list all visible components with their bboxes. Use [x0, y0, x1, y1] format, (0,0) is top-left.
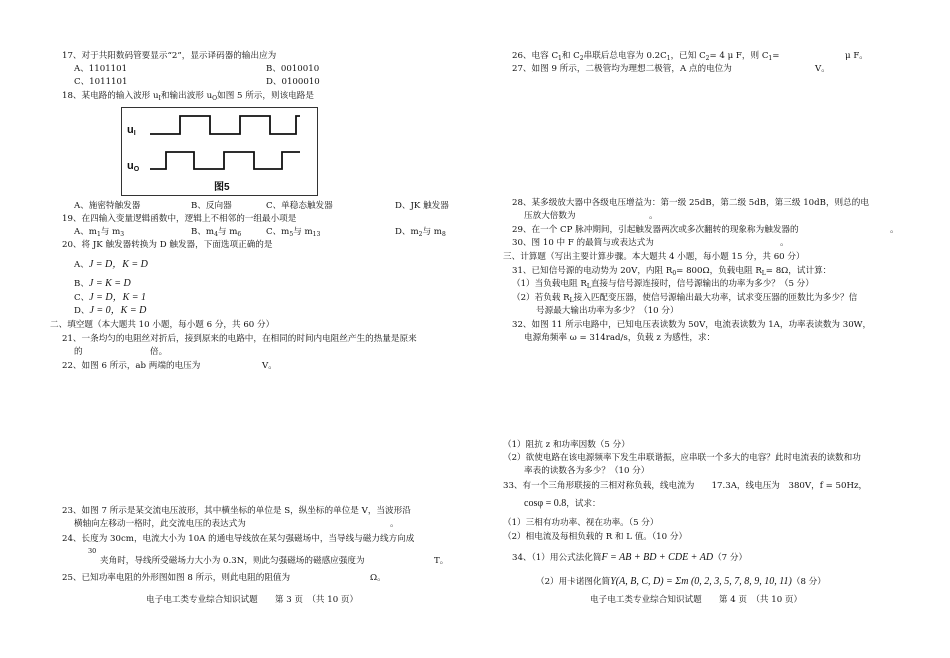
q19-opt-b: B、$m_4$与 $m_6$: [191, 227, 242, 238]
figure-5-waveforms: [121, 107, 318, 196]
section-2-heading: 二、填空题（本大题共 10 小题，每小题 6 分，共 60 分）: [50, 320, 275, 330]
q24-degree: 30: [88, 547, 97, 555]
q31-part2-line2: 号源最大输出功率为多少？（10 分）: [536, 306, 679, 316]
q17-opt-a: A、1101101: [74, 64, 128, 74]
q30-text-b: 。: [780, 238, 789, 248]
q25-text-a: 25、已知功率电阻的外形图如图 8 所示，则此电阻的阻值为: [62, 573, 291, 583]
q29-text-a: 29、在一个 CP 脉冲期间，引起触发器两次或多次翻转的现象称为触发器的: [512, 225, 799, 235]
q17-opt-c: C、1011101: [74, 77, 128, 87]
q31-stem: 31、已知信号源的电动势为 20V，内阻 $R_0= 800\Omega$，负载电阻 $R_L= 8\Omega$，试计算：: [512, 266, 832, 277]
q23-line2: 横轴向左移动一格时，此交流电压的表达式为: [74, 519, 246, 529]
q22-text-a: 22、如图 6 所示，ab 两端的电压为: [62, 361, 201, 371]
q24-line2-end: T。: [434, 556, 449, 566]
q29-text-b: 。: [890, 225, 899, 235]
q18-stem: 18、某电路的输入波形 $u_I$和输出波形 $u_O$如图 5 所示，则该电路是: [62, 91, 314, 102]
q25-text-b: Ω。: [370, 573, 386, 583]
q32-part2-line1: （2）欲使电路在该电源频率下发生串联谐振，应串联一个多大的电容？此时电流表的读数和功: [503, 453, 861, 463]
q18-opt-d: D、JK 触发器: [395, 201, 449, 211]
q32-line2: 电源角频率 ω = 314rad/s，负载 z 为感性，求：: [524, 333, 716, 343]
q32-part2-line2: 率表的读数各为多少？（10 分）: [524, 466, 650, 476]
q17-stem: 17、对于共阳数码管要显示“2”，显示译码器的输出应为: [62, 51, 277, 61]
q20-opt-a: A、J = D，K = D: [74, 259, 148, 270]
q33-line1: 33、有一个三角形联接的三相对称负载，线电流为 17.3A，线电压为 380V，f = 50Hz，: [503, 481, 868, 491]
q24-line2: 夹角时，导线所受磁场力大小为 0.3N，则此匀强磁场的磁感应强度为: [100, 556, 365, 566]
footer-page-4: 电子电工类专业综合知识试题 第 4 页 （共 10 页）: [590, 595, 803, 605]
q28-line2-end: 。: [649, 211, 658, 221]
q33-part2: （2）相电流及每相负载的 R 和 L 值。（10 分）: [503, 532, 688, 542]
q23-line2-end: 。: [390, 519, 399, 529]
label-u-out: uO: [127, 160, 140, 173]
q20-opt-d: D、J = 0，K = D: [74, 305, 147, 316]
q30-text-a: 30、图 10 中 F 的最简与或表达式为: [512, 238, 654, 248]
q22-text-b: V。: [262, 361, 277, 371]
q31-part2-line1: （2）若负载 $R_L$接入匹配变压器，使信号源输出最大功率，试求变压器的匝数比为多少？信: [512, 293, 858, 304]
label-u-in: uI: [127, 124, 136, 137]
q19-opt-d: D、$m_2$与 $m_8$: [395, 227, 446, 238]
q19-opt-a: A、$m_1$与 $m_3$: [74, 227, 125, 238]
q33-cos: cosφ = 0.8，试求：: [524, 498, 601, 509]
q18-opt-a: A、施密特触发器: [74, 201, 141, 211]
q27-text-a: 27、如图 9 所示，二极管均为理想二极管，A 点的电位为: [512, 64, 732, 74]
q20-opt-b: B、J = K = D: [74, 278, 131, 289]
q17-opt-d: D、0100010: [266, 77, 320, 87]
q26-text: 26、电容 $C_1$和 $C_2$串联后总电容为 $0.2C_1$，已知 $C_2= 4$ μ F，则 $C_1=$: [512, 51, 780, 62]
q31-part1: （1）当负载电阻 $R_L$直接与信号源连接时，信号源输出的功率为多少？（5 分）: [512, 279, 814, 290]
q32-line1: 32、如图 11 所示电路中，已知电压表读数为 50V，电流表读数为 1A，功率表读数为 30W，: [512, 320, 872, 330]
output-waveform: [150, 152, 300, 169]
q27-text-b: V。: [815, 64, 830, 74]
q32-part1: （1）阻抗 z 和功率因数（5 分）: [503, 440, 630, 450]
q26-unit: μ F。: [845, 51, 868, 61]
q19-stem: 19、在四输入变量逻辑函数中，逻辑上不相邻的一组最小项是: [62, 214, 297, 224]
q34-part1: 34、（1）用公式法化简F = AB + BD + CDE + AD（7 分）: [512, 552, 748, 563]
q19-opt-c: C、$m_5$与 $m_{13}$: [266, 227, 321, 238]
q28-line2: 压放大倍数为: [524, 211, 576, 221]
q28-line1: 28、某多级放大器中各级电压增益为：第一级 25dB，第二级 5dB，第三级 10dB，则总的电: [512, 198, 869, 208]
q20-opt-c: C、J = D，K = 1: [74, 292, 146, 303]
q18-opt-b: B、反向器: [191, 201, 232, 211]
q33-part1: （1）三相有功功率、视在功率。（5 分）: [503, 518, 659, 528]
q21-line2-a: 的: [74, 347, 83, 357]
footer-page-3: 电子电工类专业综合知识试题 第 3 页 （共 10 页）: [146, 595, 359, 605]
figure-5-caption: 图5: [214, 182, 230, 193]
q20-stem: 20、将 JK 触发器转换为 D 触发器，下面选项正确的是: [62, 240, 273, 250]
q24-line1: 24、长度为 30cm，电流大小为 10A 的通电导线放在某匀强磁场中，当导线与磁力线方向成: [62, 534, 415, 544]
q18-opt-c: C、单稳态触发器: [266, 201, 333, 211]
section-3-heading: 三、计算题（写出主要计算步骤。本大题共 4 小题，每小题 15 分，共 60 分）: [503, 252, 805, 262]
q17-opt-b: B、0010010: [266, 64, 320, 74]
q34-part2: （2）用卡诺图化简Y(A, B, C, D) = Σm (0, 2, 3, 5, 7, 8, 9, 10, 11)（8 分）: [536, 576, 826, 587]
q23-line1: 23、如图 7 所示是某交流电压波形，其中横坐标的单位是 S，纵坐标的单位是 V，当波形沿: [62, 506, 411, 516]
waveform-svg: [122, 108, 317, 195]
q21-line1: 21、一条均匀的电阻丝对折后，接到原来的电路中，在相同的时间内电阻丝产生的热量是原来: [62, 334, 417, 344]
q21-line2-b: 倍。: [150, 347, 168, 357]
input-waveform: [150, 116, 300, 134]
